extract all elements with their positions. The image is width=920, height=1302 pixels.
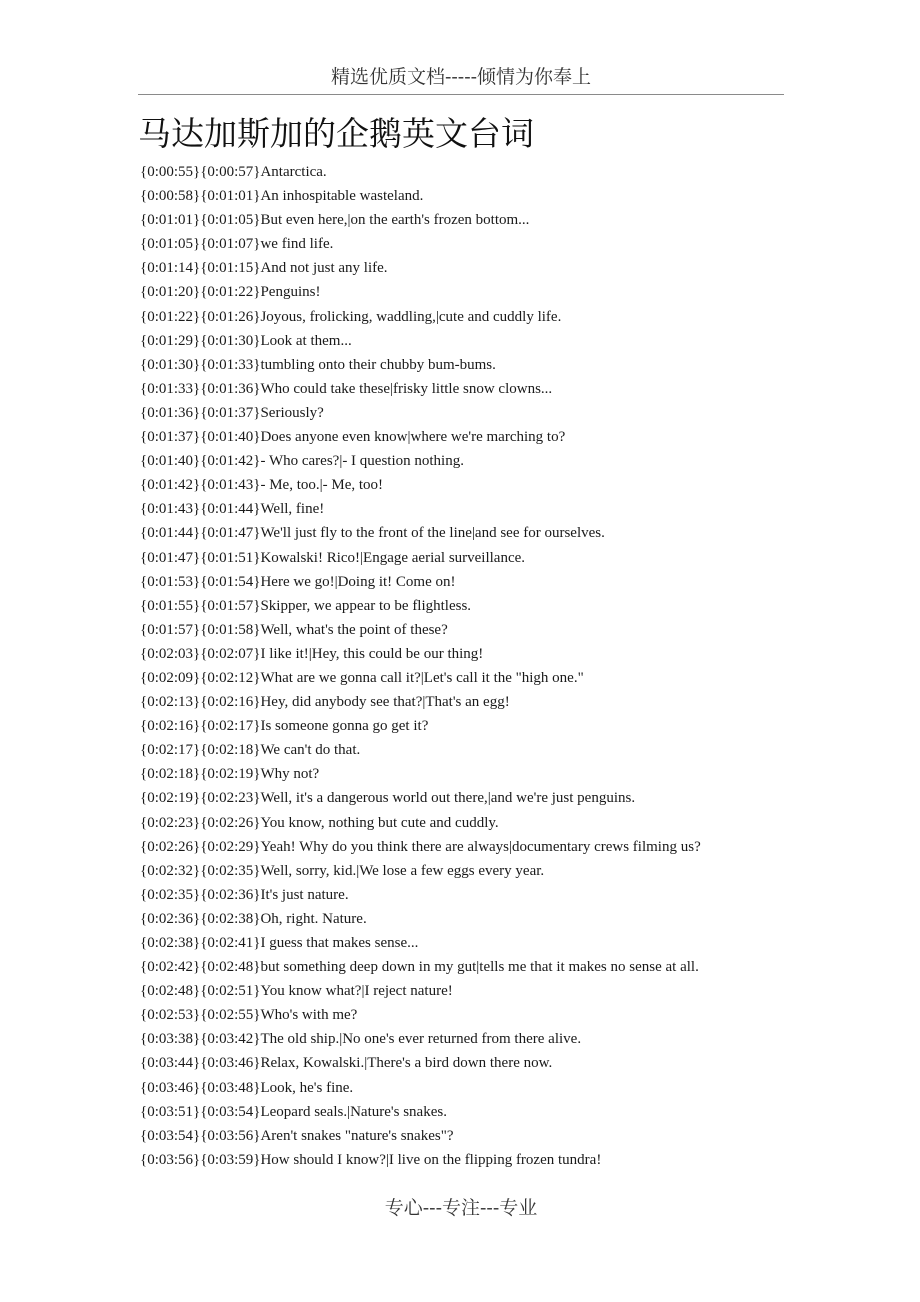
subtitle-line: {0:01:29}{0:01:30}Look at them...	[140, 332, 352, 349]
subtitle-line: {0:03:38}{0:03:42}The old ship.|No one's ever returned from there alive.	[140, 1031, 582, 1048]
page-header: 精选优质文档-----倾情为你奉上	[330, 66, 592, 88]
subtitle-line: {0:01:22}{0:01:26}Joyous, frolicking, waddling,|cute and cuddly life.	[140, 308, 562, 325]
subtitle-line: {0:00:55}{0:00:57}Antarctica.	[140, 164, 327, 180]
subtitle-line: {0:01:20}{0:01:22}Penguins!	[140, 284, 321, 301]
subtitle-line: {0:01:43}{0:01:44}Well, fine!	[140, 501, 325, 518]
subtitle-line: {0:01:01}{0:01:05}But even here,|on the earth's frozen bottom...	[140, 212, 530, 229]
subtitle-line: {0:03:54}{0:03:56}Aren't snakes "nature's snakes"?	[140, 1127, 454, 1144]
subtitle-line: {0:03:46}{0:03:48}Look, he's fine.	[140, 1079, 354, 1096]
subtitle-line: {0:02:18}{0:02:19}Why not?	[140, 766, 320, 783]
subtitle-line: {0:01:53}{0:01:54}Here we go!|Doing it! Come on!	[140, 573, 456, 590]
subtitle-line: {0:01:47}{0:01:51}Kowalski! Rico!|Engage aerial surveillance.	[140, 549, 526, 566]
document-title: 马达加斯加的企鹅英文台词	[138, 114, 534, 153]
subtitle-line: {0:03:56}{0:03:59}How should I know?|I live on the flipping frozen tundra!	[140, 1151, 602, 1168]
subtitle-line: {0:02:32}{0:02:35}Well, sorry, kid.|We lose a few eggs every year.	[140, 862, 545, 879]
subtitle-line: {0:02:13}{0:02:16}Hey, did anybody see that?|That's an egg!	[140, 694, 510, 711]
header-divider	[138, 94, 784, 95]
subtitle-line: {0:02:42}{0:02:48}but something deep down in my gut|tells me that it makes no sense at all.	[140, 959, 699, 976]
subtitle-line: {0:01:33}{0:01:36}Who could take these|frisky little snow clowns...	[140, 380, 553, 397]
subtitle-line: {0:02:03}{0:02:07}I like it!|Hey, this could be our thing!	[140, 645, 484, 662]
subtitle-line: {0:01:40}{0:01:42}- Who cares?|- I question nothing.	[140, 453, 464, 470]
subtitle-line: {0:02:09}{0:02:12}What are we gonna call it?|Let's call it the "high one."	[140, 669, 584, 686]
page-footer: 专心---专注---专业	[384, 1197, 538, 1219]
subtitle-line: {0:02:36}{0:02:38}Oh, right. Nature.	[140, 910, 367, 927]
subtitle-list	[140, 160, 800, 1172]
subtitle-line: {0:01:42}{0:01:43}- Me, too.|- Me, too!	[140, 477, 384, 494]
subtitle-line: {0:00:58}{0:01:01}An inhospitable wasteland.	[140, 188, 424, 205]
subtitle-line: {0:02:23}{0:02:26}You know, nothing but cute and cuddly.	[140, 814, 499, 831]
subtitle-line: {0:01:44}{0:01:47}We'll just fly to the front of the line|and see for ourselves.	[140, 525, 605, 542]
subtitle-line: {0:02:16}{0:02:17}Is someone gonna go get it?	[140, 718, 429, 735]
subtitle-line: {0:01:05}{0:01:07}we find life.	[140, 236, 334, 253]
subtitle-line: {0:03:51}{0:03:54}Leopard seals.|Nature's snakes.	[140, 1103, 447, 1120]
subtitle-line: {0:02:35}{0:02:36}It's just nature.	[140, 886, 349, 903]
subtitle-line: {0:03:44}{0:03:46}Relax, Kowalski.|There's a bird down there now.	[140, 1055, 553, 1072]
subtitle-line: {0:01:36}{0:01:37}Seriously?	[140, 404, 324, 421]
subtitle-line: {0:02:53}{0:02:55}Who's with me?	[140, 1007, 358, 1024]
subtitle-line: {0:01:14}{0:01:15}And not just any life.	[140, 260, 388, 277]
subtitle-line: {0:01:57}{0:01:58}Well, what's the point of these?	[140, 621, 448, 638]
subtitle-line: {0:01:55}{0:01:57}Skipper, we appear to be flightless.	[140, 597, 472, 614]
subtitle-line: {0:02:26}{0:02:29}Yeah! Why do you think there are always|documentary crews filming us?	[140, 838, 701, 855]
subtitle-line: {0:02:19}{0:02:23}Well, it's a dangerous world out there,|and we're just penguins.	[140, 790, 636, 807]
subtitle-line: {0:02:38}{0:02:41}I guess that makes sense...	[140, 935, 419, 951]
subtitle-line: {0:01:30}{0:01:33}tumbling onto their chubby bum-bums.	[140, 356, 496, 373]
subtitle-line: {0:02:48}{0:02:51}You know what?|I reject nature!	[140, 983, 453, 1000]
subtitle-line: {0:01:37}{0:01:40}Does anyone even know|where we're marching to?	[140, 429, 566, 446]
subtitle-line: {0:02:17}{0:02:18}We can't do that.	[140, 742, 361, 759]
